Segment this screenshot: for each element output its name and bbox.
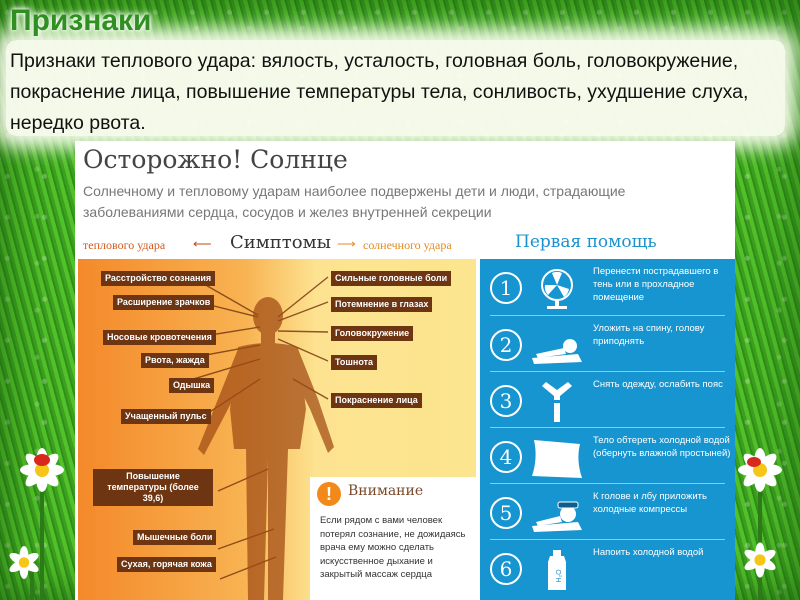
first-aid-heading: Первая помощь [515,232,657,252]
step-text: Перенести пострадавшего в тень или в прохладное помещение [593,266,719,303]
symptom-tag: Сухая, горячая кожа [117,557,216,572]
first-aid-step [480,544,735,594]
symptom-tag: Мышечные боли [133,530,216,545]
symptom-tag: Потемнение в глазах [331,297,432,312]
bottle-label: H₂O [556,569,563,583]
symptom-tag: Учащенный пульс [121,409,211,424]
symptom-tag: Повышение температуры (более 39,6) [93,469,213,506]
step-text: К голове и лбу приложить холодные компрессы [593,491,707,515]
first-aid-step [480,432,735,482]
step-number: 2 [490,329,522,361]
first-aid-step [480,263,735,313]
warning-title: Внимание [348,483,424,499]
divider [490,483,725,484]
lying-person-icon [528,324,586,368]
fan-icon [528,267,586,311]
first-aid-step [480,488,735,538]
symptom-tag: Сильные головные боли [331,271,451,286]
step-text: Уложить на спину, голову приподнять [593,323,705,347]
cold-compress-icon [528,492,586,536]
divider [490,315,725,316]
slide-text: Признаки теплового удара: вялость, усталость, головная боль, головокружение, покраснение лица, повышение температуры тела, сонливость, ухудшение слуха, нередко рвота. [10,50,749,134]
step-text: Напоить холодной водой [593,547,704,558]
poster-subtitle: Солнечному и тепловому ударам наиболее подвержены дети и люди, страдающие заболеваниями сердца, сосудов и желез внутренней секреции [83,183,626,220]
step-number: 3 [490,385,522,417]
first-aid-panel [480,259,735,600]
arrow-left-icon: ⟵ [193,236,212,251]
poster-title: Осторожно! Солнце [83,145,348,174]
step-number: 6 [490,553,522,585]
daisy-left-decoration [2,440,82,600]
sun-stroke-label: солнечного удара [363,238,452,252]
symptom-tag: Носовые кровотечения [103,330,216,345]
step-number: 5 [490,497,522,529]
divider [490,427,725,428]
divider [490,371,725,372]
first-aid-step [480,376,735,426]
daisy-right-decoration [722,440,800,600]
open-shirt-icon [528,380,586,424]
warning-text: Если рядом с вами человек потерял сознание, не дожидаясь врача ему можно сделать искусственное дыхание и закрытый массаж сердца [320,515,466,580]
symptom-tag: Тошнота [331,355,377,370]
step-text: Тело обтереть холодной водой (обернуть влажной простыней) [593,435,731,459]
symptoms-heading: Симптомы [230,232,331,253]
symptom-tag: Одышка [169,378,214,393]
symptom-tag: Покраснение лица [331,393,422,408]
sun-warning-poster [75,141,735,600]
slide-heading: Признаки [10,4,152,37]
symptom-tag: Рвота, жажда [141,353,209,368]
warning-box [310,477,478,600]
first-aid-step [480,320,735,370]
symptom-tag: Головокружение [331,326,413,341]
warning-icon: ! [317,482,341,506]
wet-sheet-icon [528,436,586,480]
heat-stroke-label: теплового удара [83,238,166,252]
divider [490,539,725,540]
step-text: Снять одежду, ослабить пояс [593,379,723,390]
step-number: 4 [490,441,522,473]
water-bottle-icon [528,548,586,592]
step-number: 1 [490,272,522,304]
arrow-right-icon: ⟶ [337,236,356,251]
symptom-tag: Расстройство сознания [101,271,215,286]
symptom-tag: Расширение зрачков [113,295,214,310]
